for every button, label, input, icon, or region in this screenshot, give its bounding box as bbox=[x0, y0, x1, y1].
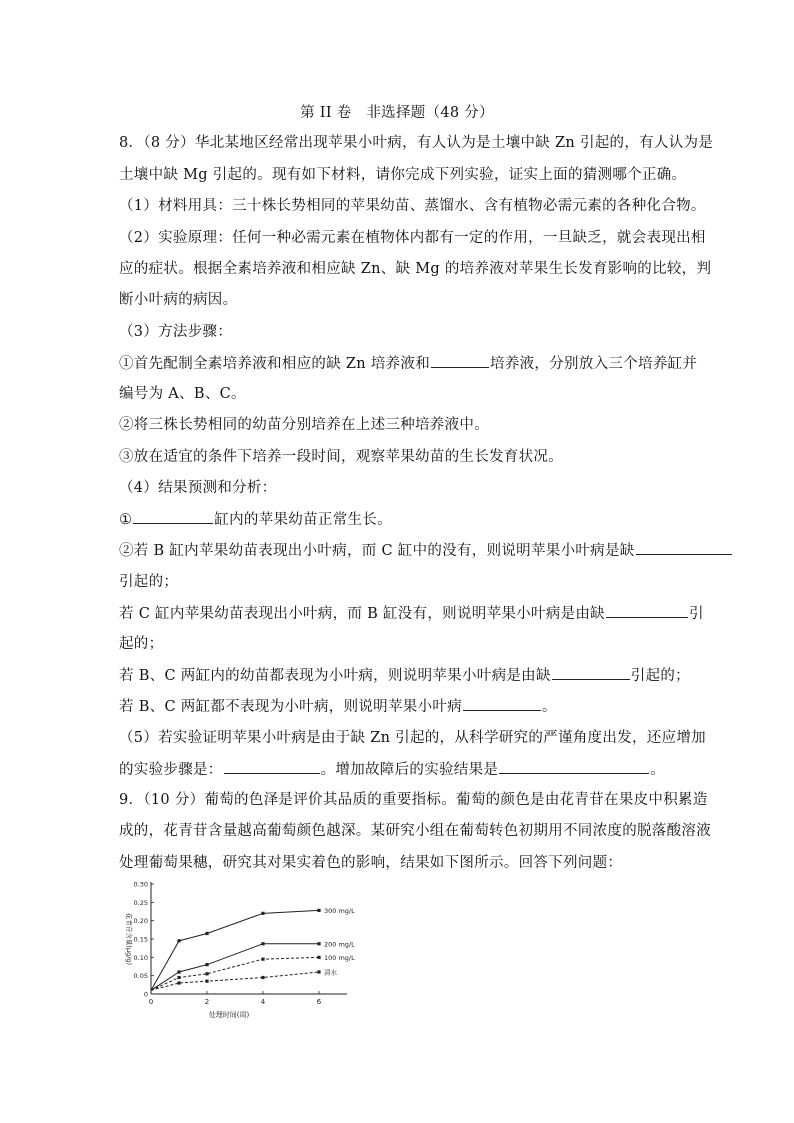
q8-text: 引 bbox=[688, 606, 704, 622]
y-tick-label: 0.25 bbox=[133, 898, 148, 907]
q8-line: 8．（8 分）华北某地区经常出现苹果小叶病，有人认为是土壤中缺 Zn 引起的，有人认为是 bbox=[119, 135, 714, 151]
q8-text: 引起的； bbox=[630, 668, 690, 684]
q8-text: 若 B、C 两缸内的幼苗都表现为小叶病，则说明苹果小叶病是由缺 bbox=[119, 668, 551, 684]
y-tick-label: 0.05 bbox=[133, 972, 148, 981]
q8-line: 引起的； bbox=[119, 574, 179, 590]
data-point bbox=[261, 958, 264, 961]
answer-blank[interactable] bbox=[552, 665, 630, 680]
q8-step-1 bbox=[119, 353, 697, 374]
x-tick-label: 6 bbox=[316, 998, 322, 1006]
answer-blank[interactable] bbox=[636, 540, 732, 555]
data-point bbox=[261, 912, 264, 915]
answer-blank[interactable] bbox=[606, 603, 688, 618]
series-label: 清水 bbox=[324, 968, 337, 977]
q8-text: 若 C 缸内苹果幼苗表现出小叶病，而 B 缸没有，则说明苹果小叶病是由缺 bbox=[119, 606, 605, 622]
q8-text: 若 B、C 两缸都不表现为小叶病，则说明苹果小叶病 bbox=[119, 699, 462, 715]
q8-part-5 bbox=[119, 759, 665, 780]
q8-line: （5）若实验证明苹果小叶病是由于缺 Zn 引起的，从科学研究的严谨角度出发，还应增加 bbox=[119, 730, 706, 746]
answer-blank[interactable] bbox=[431, 353, 489, 368]
y-tick-label: 0 bbox=[143, 990, 148, 999]
anthocyanin-line-chart bbox=[119, 870, 359, 1020]
data-point bbox=[317, 909, 320, 912]
data-point bbox=[261, 942, 264, 945]
data-point bbox=[205, 932, 208, 935]
q8-line: 断小叶病的病因。 bbox=[119, 292, 238, 308]
q8-text: 的实验步骤是： bbox=[119, 762, 223, 778]
data-point bbox=[317, 970, 320, 973]
q8-line: 起的； bbox=[119, 636, 164, 652]
x-tick-label: 2 bbox=[204, 998, 210, 1006]
q8-text: 培养液，分别放入三个培养缸并 bbox=[490, 356, 698, 372]
q8-line: 土壤中缺 Mg 引起的。现有如下材料，请你完成下列实验，证实上面的猜测哪个正确。 bbox=[119, 167, 687, 183]
q8-line: （2）实验原理：任何一种必需元素在植物体内都有一定的作用，一旦缺乏，就会表现出相 bbox=[119, 230, 706, 246]
data-point bbox=[205, 963, 208, 966]
q8-result-5 bbox=[119, 696, 557, 717]
x-axis-label: 处理时间(周) bbox=[208, 1011, 250, 1019]
q8-line: （1）材料用具：三十株长势相同的苹果幼苗、蒸馏水、含有植物必需元素的各种化合物。 bbox=[119, 198, 706, 214]
answer-blank[interactable] bbox=[499, 759, 649, 774]
y-tick-label: 0.15 bbox=[133, 935, 148, 944]
q8-text: 。 bbox=[650, 762, 666, 778]
answer-blank[interactable] bbox=[133, 509, 213, 524]
data-point bbox=[317, 956, 320, 959]
q8-text: 。 bbox=[541, 699, 557, 715]
x-tick-label: 4 bbox=[260, 998, 266, 1006]
q8-text: 。增加故障后的实验结果是 bbox=[320, 762, 499, 778]
data-point bbox=[177, 970, 180, 973]
series-label: 100 mg/L bbox=[324, 953, 355, 962]
q8-result-4 bbox=[119, 665, 690, 686]
y-axis-label: 花青苷含量(μg/g) bbox=[125, 912, 133, 966]
q8-result-3 bbox=[119, 603, 704, 624]
q8-line: （4）结果预测和分析： bbox=[119, 480, 277, 496]
q8-line: ②将三株长势相同的幼苗分别培养在上述三种培养液中。 bbox=[119, 417, 489, 433]
q8-text: ①首先配制全素培养液和相应的缺 Zn 培养液和 bbox=[119, 356, 431, 372]
data-point bbox=[177, 981, 180, 984]
q8-line: （3）方法步骤： bbox=[119, 324, 233, 340]
y-tick-label: 0.10 bbox=[133, 953, 148, 962]
data-point bbox=[205, 980, 208, 983]
series-label: 300 mg/L bbox=[324, 906, 355, 915]
answer-blank[interactable] bbox=[224, 759, 320, 774]
series-line bbox=[151, 972, 319, 990]
data-point bbox=[261, 976, 264, 979]
data-point bbox=[317, 942, 320, 945]
q8-text: ②若 B 缸内苹果幼苗表现出小叶病，而 C 缸中的没有，则说明苹果小叶病是缺 bbox=[119, 543, 635, 559]
series-label: 200 mg/L bbox=[324, 940, 355, 949]
data-point bbox=[177, 976, 180, 979]
q9-line: 9．（10 分）葡萄的色泽是评价其品质的重要指标。葡萄的颜色是由花青苷在果皮中积累造 bbox=[119, 792, 708, 808]
q8-line: 应的症状。根据全素培养液和相应缺 Zn、缺 Mg 的培养液对苹果生长发育影响的比较，判 bbox=[119, 261, 712, 277]
q8-text: ① bbox=[119, 512, 133, 528]
data-point bbox=[205, 972, 208, 975]
x-tick-label: 0 bbox=[148, 998, 154, 1006]
y-tick-label: 0.30 bbox=[133, 880, 148, 889]
q8-result-1 bbox=[119, 509, 392, 530]
q8-text: 缸内的苹果幼苗正常生长。 bbox=[214, 512, 392, 528]
answer-blank[interactable] bbox=[463, 696, 541, 711]
q8-line: 编号为 A、B、C。 bbox=[119, 386, 246, 402]
q9-line: 成的，花青苷含量越高葡萄颜色越深。某研究小组在葡萄转色初期用不同浓度的脱落酸溶液 bbox=[119, 823, 711, 839]
q8-result-2 bbox=[119, 540, 733, 561]
section-title: 第 II 卷 非选择题（48 分） bbox=[300, 105, 494, 121]
y-tick-label: 0.20 bbox=[133, 917, 148, 926]
data-point bbox=[177, 939, 180, 942]
q9-line: 处理葡萄果穗，研究其对果实着色的影响，结果如下图所示。回答下列问题： bbox=[119, 855, 623, 871]
q8-line: ③放在适宜的条件下培养一段时间，观察苹果幼苗的生长发育状况。 bbox=[119, 449, 563, 465]
